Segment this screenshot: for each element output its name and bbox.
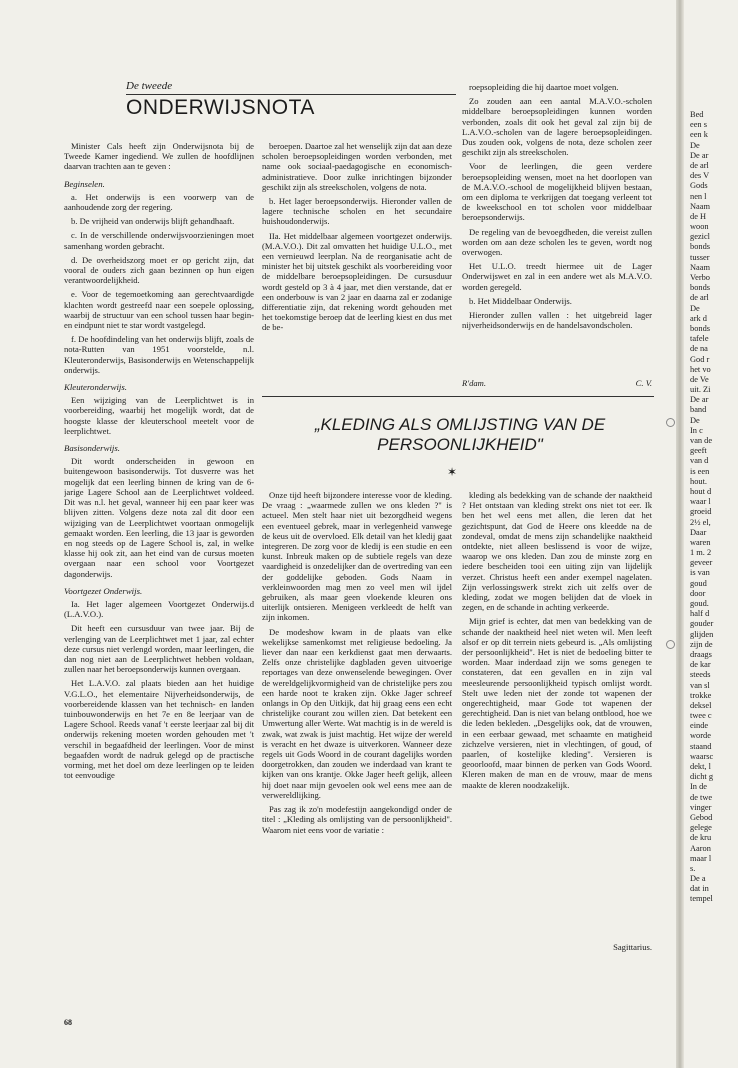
edge-line: glijden [690, 629, 714, 639]
edge-line: Gebod [690, 812, 713, 822]
column-3 [462, 82, 652, 407]
edge-line: gezicl [690, 232, 710, 242]
edge-line: deksel [690, 700, 712, 710]
edge-line: de twe [690, 792, 713, 802]
edge-line: maar l [690, 853, 712, 863]
edge-line: de arl [690, 293, 709, 303]
edge-line: De ar [690, 150, 709, 160]
section-heading: Basisonderwijs. [64, 443, 120, 454]
paragraph: beroepen. Daartoe zal het wenselijk zijn dat aan deze scholen beroepsopleidingen worden verbonden, met name ook sociaal-paedagogische en economisch-administratieve. Door zulke inrichtingen bijzonder geschikt zijn als streekscholen, volgens de nota. [262, 141, 452, 192]
paragraph: Minister Cals heeft zijn Onderwijsnota bij de Tweede Kamer ingediend. We zullen de hoofdlijnen daarvan trachten aan te geven : [64, 141, 254, 172]
paragraph: Zo zouden aan een aantal M.A.V.O.-scholen middelbare beroepsopleidingen kunnen worden verbonden, zoals dit ook het geval zal zijn bij de L.A.V.O.-scholen van de lagere beroepsopleidingen. Dus zouden ook, volgens de nota, deze scholen zeer geschikt zijn als streekscholen. [462, 96, 652, 158]
edge-line: het vo [690, 364, 711, 374]
edge-line: draags [690, 649, 712, 659]
section-heading: Beginselen. [64, 178, 105, 189]
edge-line: dekt, l [690, 762, 711, 771]
edge-line: tempel [690, 894, 713, 904]
paragraph: d. De overheidszorg moet er op gericht zijn, dat vooral de ouders zich gaan bezinnen op hun eigen verantwoordelijkheid. [64, 254, 254, 286]
paragraph: Het L.A.V.O. zal plaats bieden aan het huidige V.G.L.O., het elementaire Nijverheidsonderwijs, de voorbereidende klassen van het technisch- en landen tuinbouwonderwijs en het 7e en 8e leerjaar van de Lagere School. Reeds vanaf 't eerste leerjaar zal bij dit onderwijs rekening moeten worden gehouden met 't verschil in begaafdheid der leerlingen. Voor de minst begaafden wordt de nadruk gelegd op de practische vorming, met het doel om deze leerlingen op te leiden tot eenvoudige [64, 678, 254, 781]
edge-line: waar l [690, 497, 711, 507]
edge-line: half d [690, 609, 710, 619]
paragraph: Hieronder zullen vallen : het uitgebreid lager nijverheidsonderwijs en de handelsavondscholen. [462, 310, 652, 331]
edge-line: hout d [690, 486, 712, 496]
edge-line: tafele [690, 334, 709, 344]
edge-line: De [690, 140, 700, 150]
edge-line: einde [690, 721, 709, 731]
paragraph: Een wijziging van de Leerplichtwet is in voorbereiding, waarbij het mogelijk wordt, dat de hoogste klasse der kleuterschool meetelt voor de leerplichtwet. [64, 395, 254, 436]
edge-line: nen l [690, 191, 707, 201]
edge-line: goud [690, 578, 707, 588]
edge-line: uit. Zi [690, 385, 711, 395]
edge-line: van d [690, 456, 709, 466]
edge-line: Daar [690, 527, 707, 537]
edge-line: 1 m. 2 [690, 548, 712, 558]
ornament-star: ✶ [447, 465, 458, 479]
edge-line: dat in [690, 884, 709, 894]
edge-line: tusser [690, 252, 710, 262]
next-page-edge [690, 110, 738, 905]
edge-line: band [690, 405, 707, 415]
edge-line: 2½ el, [690, 517, 711, 527]
edge-line: Bed [690, 110, 704, 119]
paragraph: kleding als bedekking van de schande der naaktheid ? Het ontstaan van kleding strekt ons niet tot eer. Ik ben het wel eens met allen, die leren dat het gezichtspunt, dat God de Heere ons kleedde na de zondeval, omdat de mens zijn schandelijke naaktheid ontdekte, niet alleen beslissend is voor de wijze, waarop we ons kleden. Dan zou de minste zorg en iedere bescheiden tooi een uiting zijn van lijdelijk verzet. Christus heeft een ander exempel nagelaten. Zijn verlossingswerk strekt zich uit zelfs over de kleding, zodat we mogen belijden dat de vloek in zegen, en de schande in achting verkeerde. [462, 490, 652, 613]
edge-line: waren [690, 537, 711, 547]
article-kicker: De tweede [126, 80, 173, 92]
edge-line: is van [690, 568, 710, 578]
edge-line: geveer [690, 558, 713, 568]
edge-line: door [690, 588, 706, 598]
paragraph: Ia. Het lager algemeen Voortgezet Onderwijs.d (L.A.V.O.). [64, 598, 254, 620]
edge-line: bonds [690, 323, 711, 333]
edge-line: steeds [690, 670, 711, 680]
edge-line: woon [690, 222, 709, 232]
section-heading: Voortgezet Onderwijs. [64, 585, 143, 596]
binding-hole [666, 640, 675, 649]
edge-line: s. [690, 863, 696, 873]
signature-2 [462, 942, 652, 956]
edge-line: trokke [690, 690, 712, 700]
edge-line: bonds [690, 283, 711, 293]
edge-line: God r [690, 354, 710, 364]
paragraph: Pas zag ik zo'n modefestijn aangekondigd onder de titel : „Kleding als omlijsting van de persoonlijkheid". Waarom niet eens voor de variatie : [262, 804, 452, 835]
edge-line: een k [690, 130, 708, 140]
edge-line: goud. [690, 599, 709, 608]
section-rule [262, 396, 654, 397]
paragraph: roepsopleiding die hij daartoe moet volgen. [469, 82, 619, 92]
edge-line: gouder [690, 619, 714, 629]
edge-line: bonds [690, 242, 711, 252]
edge-line: van de [690, 436, 713, 445]
edge-line: De a [690, 874, 706, 884]
column-2 [262, 141, 452, 391]
signature-place: R'dam. [462, 378, 487, 388]
edge-line: waarsc [690, 751, 714, 761]
paragraph: Het U.L.O. treedt hiermee uit de Lager Onderwijswet en zal in een andere wet als M.A.V.O. worden geregeld. [462, 261, 652, 292]
paragraph: Dit wordt onderscheiden in gewoon en buitengewoon basisonderwijs. Tot dusverre was het mogelijk dat een leerling binnen de kring van de 6-jarige Lagere School aan de Leerplichtwet voldeed. Dit was n.l. het geval, wanneer hij een paar keer was blijven zitten. Volgens deze nota zal dit door een wijziging van de Leerplichtwet voortaan onmogelijk gemaakt worden. Een leerling, die 13 jaar is geworden en nog steeds op de Lagere School is, zal, in welke klasse hij ook zit, aan het eind van de cursus moeten overgaan naar een school voor Voortgezet dagonderwijs. [64, 456, 254, 579]
article-2-title: „KLEDING ALS OMLIJSTING VAN DE PERSOONLIJKHEID" [314, 415, 606, 454]
edge-line: geeft [690, 446, 707, 456]
paragraph: Mijn grief is echter, dat men van bedekking van de schande der naaktheid heel niet weten wil. Men leeft alsof er op dit terrein niets gebeurd is. „Als omlijsting der persoonlijkheid". Het is niet de bedoeling bitter te worden. Maar inderdaad zijn we soms genegen te constateren, dat een gevallen en in zijn val meesleurende persoonlijkheid typisch omlijst wordt. Stelt uwe leden niet der zonde tot wapenen der ongerechtigheid, maar Gode tot wapenen der gerechtigheid. Dan is niet van belang ontblood, hoe we die leden bekleden. „Desgelijks ook, dat de vrouwen, in een eerbaar gewaad, met schaamte en matigheid zichzelve versieren, niet in vlechtingen, of goud, of paarlen, of kostelijke kleding". Versieren is geoorloofd, maar binnen de perken van Gods Woord. Kleren maken de man en de vrouw, maar de mens maakte de kleren noodzakelijk. [462, 616, 652, 790]
edge-line: dicht g [690, 772, 714, 782]
top-rule [126, 94, 456, 95]
edge-line: de kru [690, 833, 712, 843]
author-signature: Sagittarius. [613, 942, 652, 952]
edge-line: de kar [690, 660, 711, 670]
paragraph: b. Het lager beroepsonderwijs. Hieronder vallen de lagere technische scholen en het secundaire huishoudonderwijs. [262, 196, 452, 227]
edge-line: de Ve [690, 374, 709, 384]
edge-line: In de [690, 782, 707, 792]
paragraph: b. De vrijheid van onderwijs blijft gehandhaaft. [71, 216, 235, 227]
column-4 [262, 490, 452, 1010]
page-fold [676, 0, 684, 1068]
edge-line: Naam [690, 201, 710, 211]
edge-line: In c [690, 425, 703, 435]
edge-line: twee c [690, 711, 712, 721]
column-1 [64, 141, 254, 1011]
signature-row [462, 378, 652, 392]
edge-line: is een [690, 466, 710, 476]
edge-line: vinger [690, 802, 712, 812]
edge-line: De [690, 303, 700, 313]
column-5 [462, 490, 652, 950]
edge-line: hout. [690, 476, 707, 486]
binding-hole [666, 418, 675, 427]
edge-line: Naam [690, 262, 710, 272]
edge-line: Aaron [690, 843, 711, 853]
edge-line: worde [690, 731, 711, 741]
paragraph: f. De hoofdindeling van het onderwijs blijft, zoals de nota-Rutten van 1951 voorstelde, n.l. Kleuteronderwijs, Basisonderwijs en Wetenschappelijk onderwijs. [64, 334, 254, 375]
paragraph: e. Voor de tegemoetkoming aan gerechtvaardigde klachten wordt gestreefd naar een soepele oplossing, waarbij de structuur van een school tussen haar begin- en eindpunt niet te star wordt vastgelegd. [64, 289, 254, 331]
paragraph: b. Het Middelbaar Onderwijs. [469, 295, 572, 306]
paragraph: a. Het onderwijs is een voorwerp van de aanhoudende zorg der regering. [64, 191, 254, 213]
page-number: 68 [64, 1018, 72, 1027]
edge-line: staand [690, 741, 712, 751]
edge-line: de H [690, 211, 707, 221]
paragraph: Dit heeft een cursusduur van twee jaar. Bij de verlenging van de Leerplichtwet met 1 jaar, zal echter deze cursus niet verlengd worden, maar leerlingen, die dan nog niet aan de Leerplichtwet hebben voldaan, zullen naar het beroepsonderwijs kunnen overgaan. [64, 623, 254, 675]
edge-line: groeid [690, 507, 712, 517]
paragraph: c. In de verschillende onderwijsvoorzieningen moet samenhang worden gebracht. [64, 230, 254, 251]
edge-line: de na [690, 344, 708, 354]
edge-line: zijn de [690, 639, 713, 649]
paragraph: De modeshow kwam in de plaats van elke wekelijkse samenkomst met religieuse bedoeling. Ja liever dan naar een kerkdienst gaat men derwaarts. Zelfs onze christelijke dagbladen geven uitvoerige reportages van deze onwenselende bewegingen. Over de wereldgelijkvormigheid van de christelijke pers zou een harde noot te kraken zijn. Okke Jager schreef onlangs in Op den Uitkijk, dat hij graag eens een echt christelijke courant zou willen zien. Dat betekent een Umwertung aller Werte. Wat machtig is in de wereld is zwak, wat zwak is juist machtig. Het wijze der wereld is veracht en het dwaze is uitverkoren. Wanneer deze regels uit Gods Woord in de courant dagelijks worden doorgetrokken, dan zouden we inderdaad van krant te kijken van ons krantje. Okke Jager heeft gelijk, alleen hij doet naar mijn gevoelen ook wel eens mee aan de verwereldlijking. [262, 626, 452, 800]
edge-line: gelege [690, 823, 712, 833]
edge-line: een s [690, 120, 707, 130]
paragraph: Voor de leerlingen, die geen verdere beroepsopleiding wensen, moet na het doorlopen van de M.A.V.O.-school de mogelijkheid blijven bestaan, om een diploma te verkrijgen dat toegang verleent tot de kweekschool en tot scholen voor middelbaar beroepsonderwijs. [462, 161, 652, 223]
section-heading: Kleuteronderwijs. [64, 382, 127, 393]
paragraph: Onze tijd heeft bijzondere interesse voor de kleding. De vraag : „waarmede zullen we ons kleden ?" is actueel. Men stelt haar niet uit bezorgdheid wegens een eventueel gebrek, maar in verlegenheid vanwege de keus uit de overvloed. Elk detail van het kledij gaat integreren. De zorg voor de kledij is een studie en een kunst. Inbreuk maken op de subtiele regels van deze vaardigheid is onzedelijker dan de overtreding van een der goddelijke geboden. Gods Naam in verkleinwoorden mag men zo veel men wil ijdel gebruiken, als maar geen vloekende kleuren ons uiterlijk ontsieren. Menigeen verkleedt de helft van zijn inkomen. [262, 490, 452, 623]
article-title: ONDERWIJSNOTA [126, 96, 315, 119]
edge-line: Gods [690, 181, 708, 191]
edge-line: de arl [690, 160, 709, 170]
edge-line: De ar [690, 395, 709, 405]
paragraph: De regeling van de bevoegdheden, die vereist zullen worden om aan deze scholen les te geven, wordt nog overwogen. [462, 226, 652, 258]
edge-line: ark d [690, 313, 707, 323]
edge-line: des V [690, 171, 710, 181]
edge-line: De [690, 415, 700, 425]
signature-initials: C. V. [635, 378, 652, 388]
edge-line: van sl [690, 680, 710, 690]
paragraph: IIa. Het middelbaar algemeen voortgezet onderwijs. (M.A.V.O.). Dit zal omvatten het huidige U.L.O., met een vernieuwd leerplan. Na de reorganisatie acht de minister het bij uitstek geschikt als voorbereiding voor de middelbare beroepsopleidingen. De cursusduur wordt gesteld op 3 à 4 jaar, met dien verstande, dat er een onderbouw is van 2 jaar en daarna zal er zodanige differentiatie zijn, dat rekening wordt gehouden met het toekomstige beroep dat de leerling kiest en dus met de be- [262, 230, 452, 333]
edge-line: Verbo [690, 273, 710, 282]
